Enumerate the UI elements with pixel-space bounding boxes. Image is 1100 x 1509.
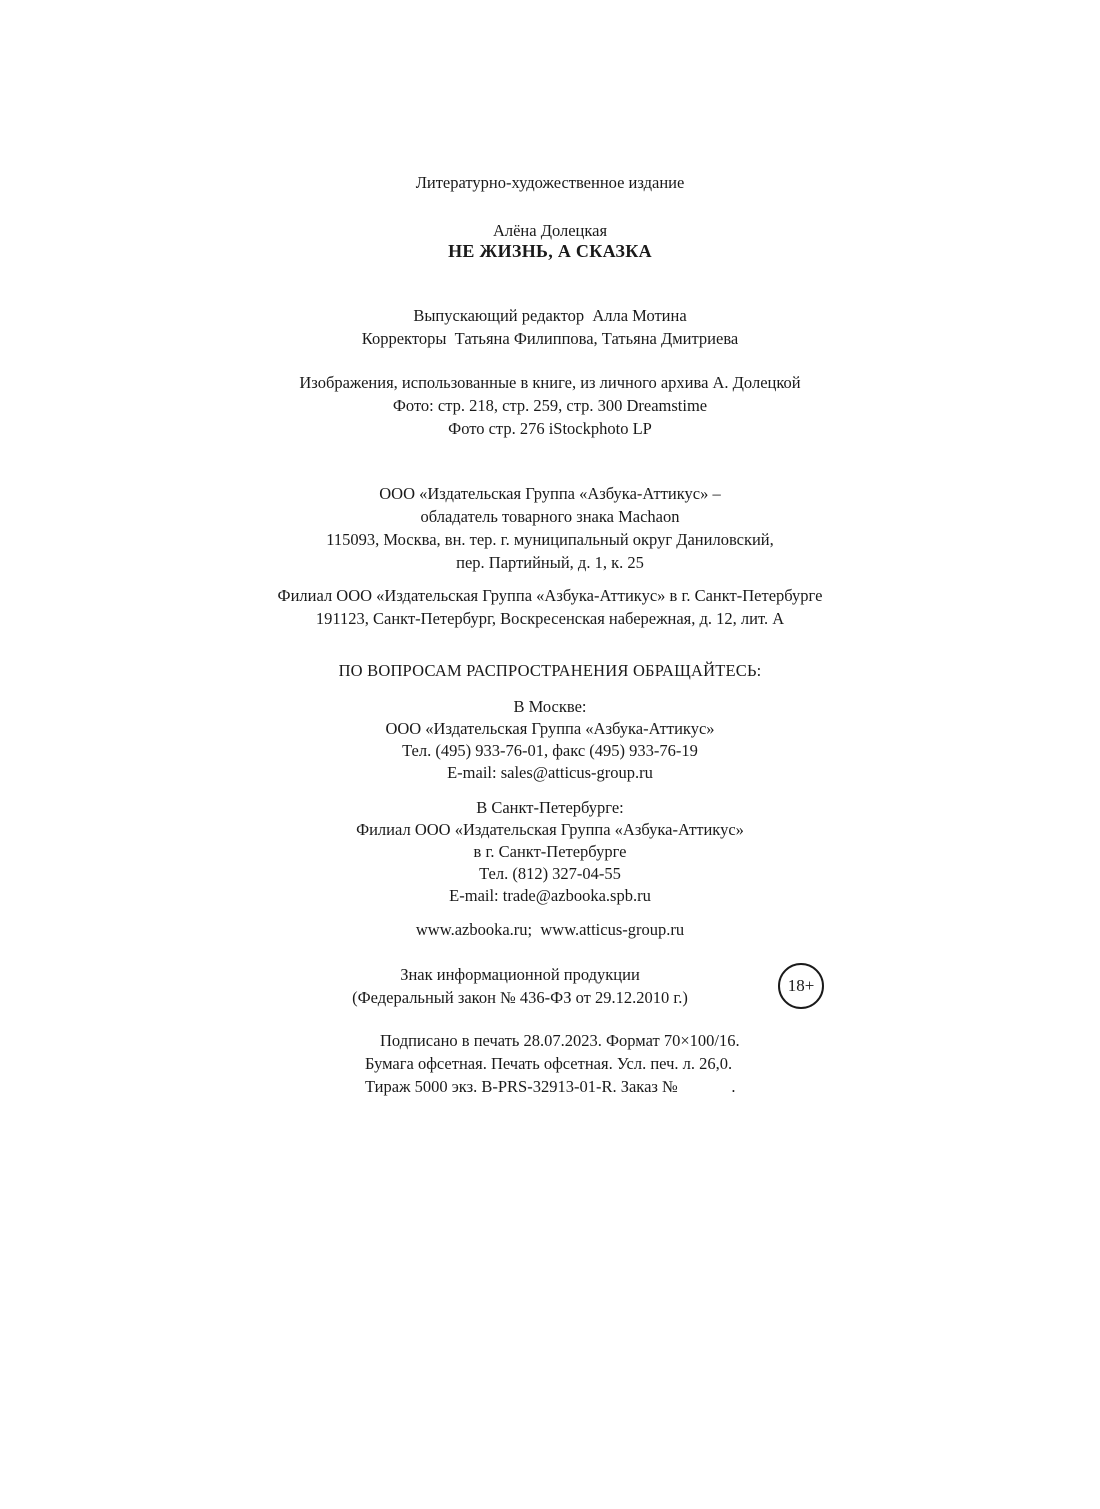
spb-line-2: Филиал ООО «Издательская Группа «Азбука-Аттикус» [356,820,744,839]
age-rating-badge [778,963,824,1009]
publisher-line-1: ООО «Издательская Группа «Азбука-Аттикус» – [379,484,721,503]
info-sign-line-1: Знак информационной продукции [400,965,640,984]
author-name: Алёна Долецкая [492,221,608,240]
publisher-line-2: обладатель товарного знака Machaon [420,507,680,526]
branch-line-1: Филиал ООО «Издательская Группа «Азбука-Аттикус» в г. Санкт-Петербурге [277,586,823,605]
moscow-line-2: ООО «Издательская Группа «Азбука-Аттикус» [385,719,715,738]
images-credit-1: Изображения, использованные в книге, из личного архива А. Долецкой [299,373,801,392]
spb-line-1: В Санкт-Петербурге: [476,798,624,817]
spb-line-3: в г. Санкт-Петербурге [473,842,627,861]
publisher-line-4: пер. Партийный, д. 1, к. 25 [456,553,644,572]
moscow-line-3: Тел. (495) 933-76-01, факс (495) 933-76-19 [402,741,698,760]
spb-line-4: Тел. (812) 327-04-55 [479,864,621,883]
print-info-line-1: Подписано в печать 28.07.2023. Формат 70×100/16. [380,1031,740,1050]
age-rating-label: 18+ [787,976,815,995]
moscow-line-1: В Москве: [513,697,587,716]
distribution-heading: ПО ВОПРОСАМ РАСПРОСТРАНЕНИЯ ОБРАЩАЙТЕСЬ: [338,661,762,680]
images-credit-2: Фото: стр. 218, стр. 259, стр. 300 Dreamstime [392,396,708,415]
publisher-line-3: 115093, Москва, вн. тер. г. муниципальный округ Даниловский, [326,530,774,549]
print-info-line-3: Тираж 5000 экз. B-PRS-32913-01-R. Заказ № . [365,1077,736,1096]
spb-line-5: E-mail: trade@azbooka.spb.ru [449,886,651,905]
editor-credit: Выпускающий редактор Алла Мотина [413,306,687,325]
book-title: НЕ ЖИЗНЬ, А СКАЗКА [448,241,652,261]
moscow-line-4: E-mail: sales@atticus-group.ru [447,763,653,782]
print-info-line-2: Бумага офсетная. Печать офсетная. Усл. печ. л. 26,0. [365,1054,733,1073]
branch-line-2: 191123, Санкт-Петербург, Воскресенская набережная, д. 12, лит. А [315,609,785,628]
images-credit-3: Фото стр. 276 iStockphoto LP [448,419,652,438]
proofreaders-credit: Корректоры Татьяна Филиппова, Татьяна Дмитриева [361,329,739,348]
websites: www.azbooka.ru; www.atticus-group.ru [415,920,685,939]
info-sign-line-2: (Федеральный закон № 436-ФЗ от 29.12.2010 г.) [352,988,688,1007]
edition-type: Литературно-художественное издание [415,173,685,192]
